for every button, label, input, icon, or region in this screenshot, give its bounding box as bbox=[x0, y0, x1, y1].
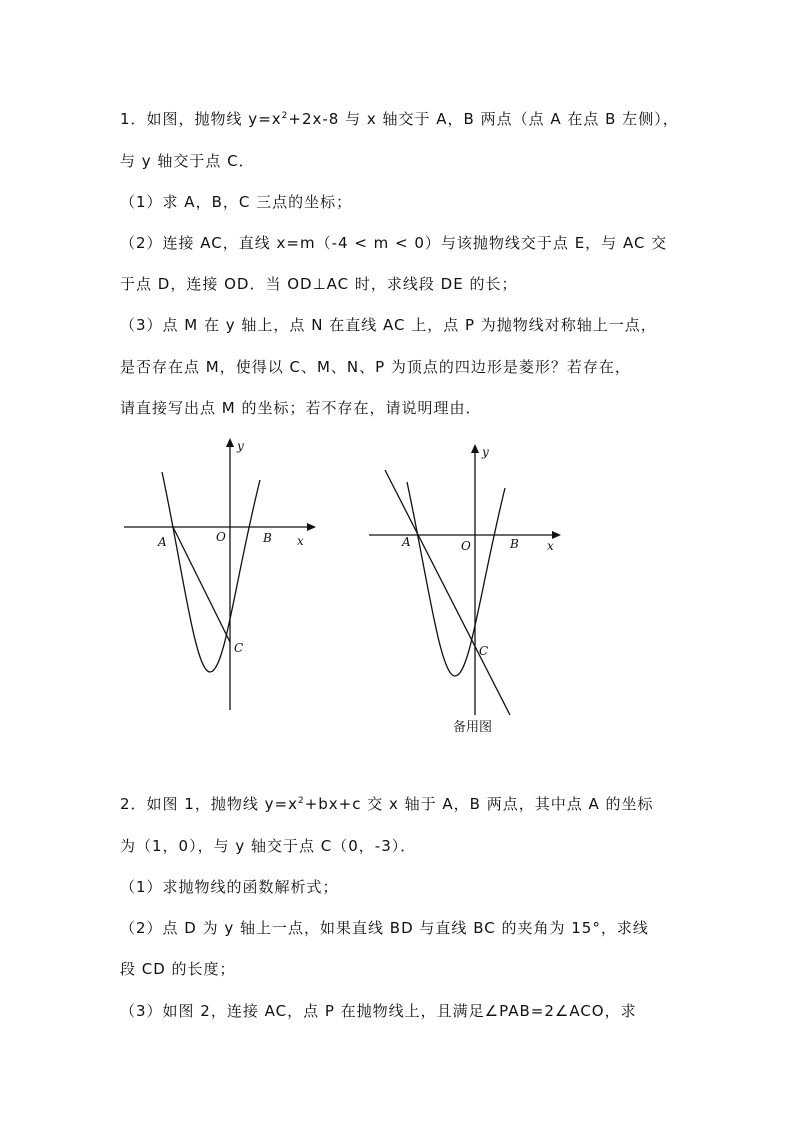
p2-line2: 为（1，0），与 y 轴交于点 C（0，-3）． bbox=[120, 837, 417, 855]
fig2-x-arrow bbox=[552, 531, 561, 539]
fig2-label-a: A bbox=[402, 535, 411, 549]
fig2-label-y: y bbox=[482, 445, 489, 459]
p1-part3-line1: （3）点 M 在 y 轴上，点 N 在直线 AC 上，点 P 为抛物线对称轴上一点， bbox=[120, 316, 657, 334]
fig2-line-ac bbox=[385, 470, 510, 715]
fig2-label-x: x bbox=[547, 539, 554, 553]
fig2-label-b: B bbox=[510, 537, 519, 551]
p2-line1: 2．如图 1，抛物线 $y=x^2+bx+c$ 交 x 轴于 A，B 两点，其中点 A 的坐标 bbox=[120, 795, 654, 813]
p1-part3-line2: 是否存在点 M，使得以 C、M、N、P 为顶点的四边形是菱形？若存在， bbox=[120, 358, 631, 376]
fig1-y-arrow bbox=[226, 438, 234, 447]
p1-part1: （1）求 A，B，C 三点的坐标； bbox=[120, 193, 353, 211]
p1-line2: 与 y 轴交于点 C． bbox=[120, 152, 255, 170]
fig2-caption: 备用图 bbox=[453, 720, 493, 735]
fig2-y-arrow bbox=[471, 444, 479, 453]
p1-line1: 1．如图，抛物线 $y=x^2+2x-8$ 与 x 轴交于 A，B 两点（点 A 在点 B 左侧）， bbox=[120, 110, 679, 128]
fig1-label-c: C bbox=[234, 641, 244, 655]
p2-part3-line1: （3）如图 2，连接 AC，点 P 在抛物线上，且满足∠PAB=2∠ACO，求 bbox=[120, 1002, 637, 1020]
fig1-x-arrow bbox=[307, 523, 316, 531]
fig1-label-o: O bbox=[216, 530, 226, 544]
fig1-label-y: y bbox=[237, 439, 244, 453]
fig2-parabola bbox=[407, 482, 505, 676]
figure-2 bbox=[355, 440, 575, 740]
fig2-label-c: C bbox=[479, 644, 489, 658]
fig1-label-x: x bbox=[297, 534, 304, 548]
p1-part2-line1: （2）连接 AC，直线 x=m（-4 < m < 0）与该抛物线交于点 E，与 AC 交 bbox=[120, 234, 668, 252]
p1-part2-line2: 于点 D，连接 OD．当 OD⊥AC 时，求线段 DE 的长； bbox=[120, 275, 518, 293]
fig2-label-o: O bbox=[461, 539, 471, 553]
p2-part1: （1）求抛物线的函数解析式； bbox=[120, 878, 339, 896]
fig1-label-b: B bbox=[263, 531, 272, 545]
fig1-parabola bbox=[162, 472, 260, 672]
p2-part2-line1: （2）点 D 为 y 轴上一点，如果直线 BD 与直线 BC 的夹角为 15°，求线 bbox=[120, 919, 649, 937]
fig1-line-ac bbox=[173, 527, 230, 642]
fig1-label-a: A bbox=[158, 535, 167, 549]
figure-1 bbox=[110, 430, 330, 720]
p2-part2-line2: 段 CD 的长度； bbox=[120, 960, 236, 978]
p1-part3-line3: 请直接写出点 M 的坐标；若不存在，请说明理由． bbox=[120, 399, 482, 417]
